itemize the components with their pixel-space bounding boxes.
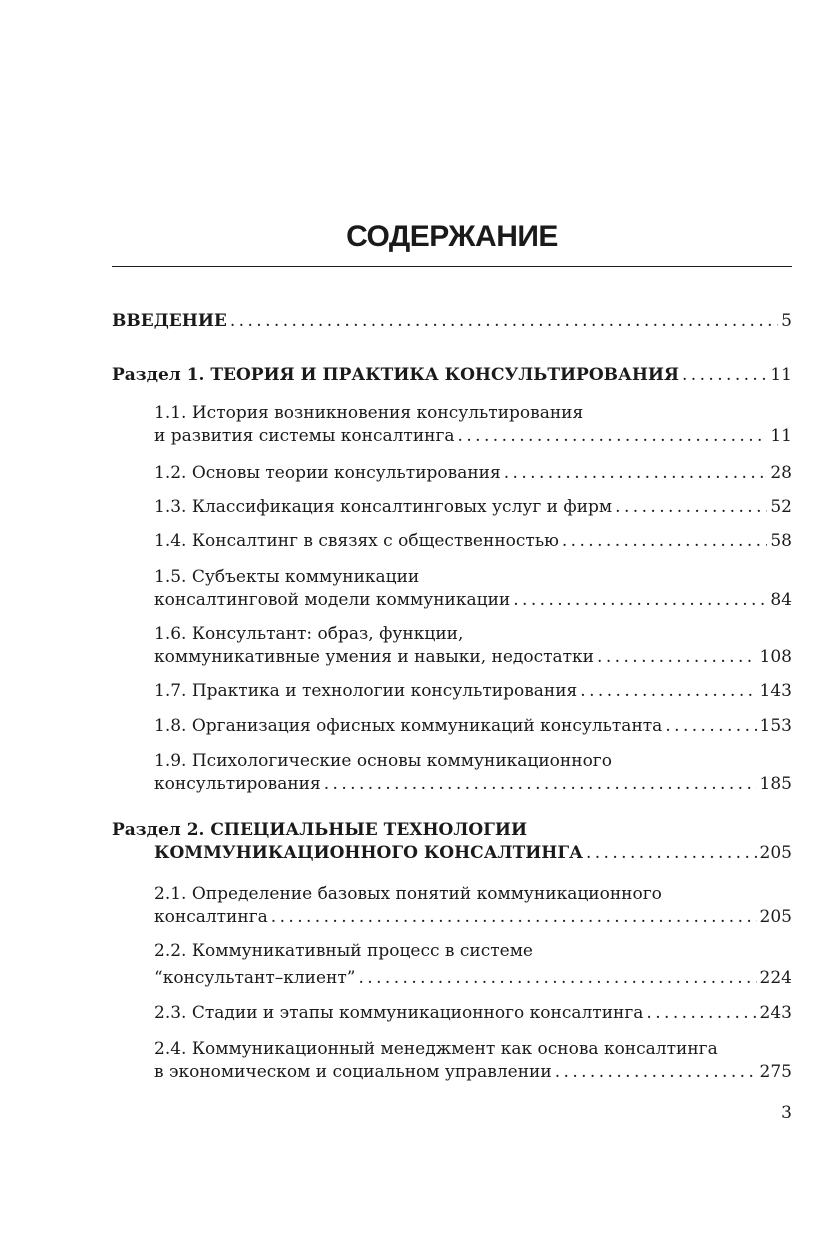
toc-entry-section-2[interactable] <box>112 819 792 865</box>
toc-page-number: 28 <box>770 463 792 483</box>
dot-leader <box>358 967 756 990</box>
toc-page-number: 224 <box>759 968 792 988</box>
dot-leader <box>562 530 767 553</box>
toc-entry-title: 1.2. Основы теории консультирования <box>154 463 501 483</box>
toc-entry-title: 1.8. Организация офисных коммуникаций консультанта <box>154 716 663 736</box>
toc-entry-1-1[interactable] <box>154 402 792 448</box>
toc-entry-title: 1.9. Психологические основы коммуникационного <box>154 751 612 771</box>
toc-entry-title: 1.1. История возникновения консультирования <box>154 403 584 423</box>
dot-leader <box>271 906 757 929</box>
toc-entry-title-continued: в экономическом и социальном управлении <box>154 1062 552 1082</box>
toc-entry-title: 2.3. Стадии и этапы коммуникационного консалтинга <box>154 1003 644 1023</box>
dot-leader <box>615 496 767 519</box>
toc-entry-title-continued: КОММУНИКАЦИОННОГО КОНСАЛТИНГА <box>154 843 583 863</box>
toc-entry-1-8[interactable] <box>154 715 792 738</box>
toc-page-number: 185 <box>759 774 792 794</box>
toc-page-number: 143 <box>759 681 792 701</box>
toc-entry-1-2[interactable] <box>154 462 792 485</box>
toc-page-number: 243 <box>759 1003 792 1023</box>
toc-entry-2-1[interactable] <box>154 883 792 929</box>
toc-entry-title: 1.6. Консультант: образ, функции, <box>154 624 464 644</box>
toc-entry-title-continued: консалтинговой модели коммуникации <box>154 590 511 610</box>
toc-entry-2-3[interactable] <box>154 1002 792 1025</box>
toc-entry-title-continued: консультирования <box>154 774 321 794</box>
toc-entry-title: 2.1. Определение базовых понятий коммуникационного <box>154 884 662 904</box>
toc-page-number: 11 <box>770 365 792 385</box>
toc-entry-1-6[interactable] <box>154 623 792 669</box>
toc-entry-title: 1.7. Практика и технологии консультирования <box>154 681 578 701</box>
dot-leader <box>665 715 756 738</box>
dot-leader <box>324 773 757 796</box>
toc-entry-title: 2.4. Коммуникационный менеджмент как основа консалтинга <box>154 1039 718 1059</box>
toc-entry-title: Раздел 1. ТЕОРИЯ И ПРАКТИКА КОНСУЛЬТИРОВАНИЯ <box>112 365 679 385</box>
toc-entry-title-continued: и развития системы консалтинга <box>154 426 455 446</box>
toc-entry-title-continued: коммуникативные умения и навыки, недостатки <box>154 647 595 667</box>
dot-leader <box>597 646 757 669</box>
toc-entry-title-continued: “консультант–клиент” <box>154 968 356 988</box>
title-rule <box>112 266 792 267</box>
toc-entry-title: 1.5. Субъекты коммуникации <box>154 567 420 587</box>
dot-leader <box>555 1061 757 1084</box>
toc-page-number: 5 <box>781 311 792 331</box>
toc-entry-2-2[interactable] <box>154 940 792 990</box>
toc-page-number: 205 <box>759 843 792 863</box>
toc-page-number: 52 <box>770 497 792 517</box>
toc-entry-2-4[interactable] <box>154 1038 792 1084</box>
toc-entry-title-continued: консалтинга <box>154 907 268 927</box>
toc-entry-title: Раздел 2. СПЕЦИАЛЬНЫЕ ТЕХНОЛОГИИ <box>112 820 528 840</box>
toc-entry-title: 1.3. Классификация консалтинговых услуг и фирм <box>154 497 613 517</box>
dot-leader <box>580 680 756 703</box>
dot-leader <box>682 364 767 387</box>
toc-entry-1-4[interactable] <box>154 530 792 553</box>
toc-entry-1-3[interactable] <box>154 496 792 519</box>
toc-page-number: 153 <box>759 716 792 736</box>
dot-leader <box>458 425 768 448</box>
dot-leader <box>646 1002 756 1025</box>
toc-entry-title: 2.2. Коммуникативный процесс в системе <box>154 941 533 961</box>
dot-leader <box>230 310 778 333</box>
toc-page-number: 275 <box>759 1062 792 1082</box>
toc-page-number: 205 <box>759 907 792 927</box>
toc-entry-title: 1.4. Консалтинг в связях с общественностью <box>154 531 559 551</box>
dot-leader <box>513 589 767 612</box>
dot-leader <box>504 462 768 485</box>
toc-entry-1-5[interactable] <box>154 566 792 612</box>
page-number: 3 <box>781 1103 792 1123</box>
toc-page-number: 84 <box>770 590 792 610</box>
toc-entry-1-9[interactable] <box>154 750 792 796</box>
toc-entry-introduction[interactable] <box>112 310 792 333</box>
dot-leader <box>586 842 757 865</box>
toc-entry-section-1[interactable] <box>112 364 792 387</box>
page-title: СОДЕРЖАНИЕ <box>346 220 558 253</box>
toc-page-number: 108 <box>759 647 792 667</box>
toc-page-number: 11 <box>770 426 792 446</box>
toc-entry-1-7[interactable] <box>154 680 792 703</box>
toc-page-number: 58 <box>770 531 792 551</box>
toc-entry-title: ВВЕДЕНИЕ <box>112 311 227 331</box>
